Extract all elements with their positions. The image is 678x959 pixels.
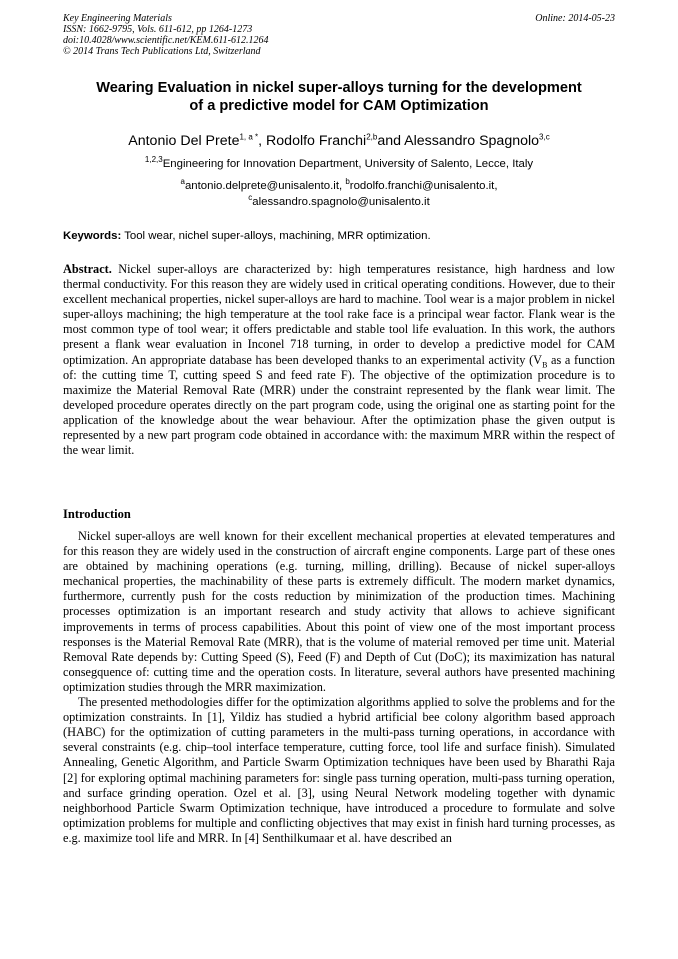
online-date xyxy=(480,13,615,24)
author-2-sup: 2,b xyxy=(366,132,378,142)
email-c-sup: c xyxy=(248,193,253,203)
author-2-name: Rodolfo Franchi xyxy=(266,133,367,149)
copyright-line: © 2014 Trans Tech Publications Ltd, Switzerland xyxy=(63,46,261,57)
email-a-sup: a xyxy=(180,177,185,187)
email-a: antonio.delprete@unisalento.it, xyxy=(184,180,346,192)
title-line-2: of a predictive model for CAM Optimization xyxy=(189,98,489,114)
section-heading-introduction: Introduction xyxy=(63,507,131,521)
abstract-text-2: as a function of: the cutting time T, cutting speed S and feed rate F). The objective of the optimization procedure is to maximize the Material Removal Rate (MRR) under the constraint represented by the flank wear limit. The developed procedure operates directly on the part program code, using the original one as starting point for the application of the knowledge about the wear behaviour. After the optimization phase the given output is represented by a new part program code obtained in accordance with: the maximum MRR within the respect of the wear limit. xyxy=(63,352,616,458)
doi-line: doi:10.4028/www.scientific.net/KEM.611-612.1264 xyxy=(63,35,269,46)
introduction-body xyxy=(63,529,615,846)
email-b: rodolfo.franchi@unisalento.it, xyxy=(349,180,498,192)
author-3-name: and Alessandro Spagnolo xyxy=(377,133,540,149)
author-1-sup: 1, a * xyxy=(239,132,259,142)
affiliation xyxy=(63,157,615,171)
abstract xyxy=(63,262,615,458)
title-line-1: Wearing Evaluation in nickel super-alloys turning for the development xyxy=(96,80,582,96)
affiliation-text: Engineering for Innovation Department, University of Salento, Lecce, Italy xyxy=(162,158,534,170)
abstract-text-1: Nickel super-alloys are characterized by: high temperatures resistance, high hardness and low thermal conductivity. For this reason they are widely used in critical operating conditions. However, due to their excellent mechanical properties, nickel super-alloys are hard to machine. Tool wear is a major problem in nickel super-alloys machining; the high temperature at the tool rake face is a principal wear factor. Flank wear is the most common type of tool wear; it offers predictable and stable tool life evaluation. In this work, the authors present a flank wear evaluation in Inconel 718 turning, in order to develop a predictive model for CAM optimization. An appropriate database has been developed thanks to an experimental activity (V xyxy=(63,262,615,367)
intro-paragraph-1: Nickel super-alloys are well known for their excellent mechanical properties at elevated temperatures and for this reason they are widely used in the construction of aircraft engine components. Large part of these ones are obtained by machining operations (e.g. turning, milling, drilling). Because of nickel super-alloys mechanical properties, the machinability of these parts is extremely difficult. The modern market dynamics, furthermore, currently push for the costs reduction by minimization of the production times. Machining processes optimization is an important research and study activity that allows to achieve significant improvements in terms of process capabilities. About this point of view one of the most important process responses is the Material Removal Rate (MRR), that is the volume of material removed per time unit. Material Removal Rate depends by: Cutting Speed (S), Feed (F) and Depth of Cut (DoC); its maximization has natural consegquence of: cutting time and the operation costs. In literature, several authors have presented machining optimization studies through the MRR maximization. xyxy=(63,529,615,694)
keywords xyxy=(63,229,615,243)
emails-line-1 xyxy=(63,178,615,194)
online-date-text: Online: 2014-05-23 xyxy=(535,13,615,24)
journal-header xyxy=(63,13,443,57)
intro-paragraph-2: The presented methodologies differ for the optimization algorithms applied to solve the problems and for the optimization constraints. In [1], Yildiz has studied a hybrid artificial bee colony algorithm based approach (HABC) for the optimization of cutting parameters in the multi-pass turning operations, in accordance with several constraints (e.g. chip–tool interface temperature, cutting force, tool life and surface finish). Simulated Annealing, Genetic Algorithm, and Particle Swarm Optimization techniques have been used by Bharathi Raja [2] for exploring optimal machining parameters for: single pass turning operation, multi-pass turning operation, and surface grinding operation. Ozel et al. [3], using Neural Network modeling together with dynamic neighborhood Particle Swarm Optimization technique, have introduced a procedure to formulate and solve optimization problems for multiple and conflicting objectives that may exist in finish hard turning processes, as e.g. maximize tool life and MRR. In [4] Senthilkumaar et al. have described an xyxy=(63,695,615,845)
author-list: Antonio Del Prete$^{1, a *}$, Rodolfo Franchi$^{2,b}$and Alessandro Spagnolo$^{3,c}$ xyxy=(128,132,550,149)
abstract-subscript: B xyxy=(542,360,548,370)
email-b-sup: b xyxy=(345,177,350,187)
issn-line: ISSN: 1662-9795, Vols. 611-612, pp 1264-1273 xyxy=(63,24,253,35)
keywords-label: Keywords: xyxy=(63,230,122,242)
author-1-name: Antonio Del Prete xyxy=(128,133,240,149)
author-3-sup: 3,c xyxy=(539,132,550,142)
email-c: alessandro.spagnolo@unisalento.it xyxy=(252,196,430,208)
paper-title xyxy=(63,79,615,115)
keywords-text: Tool wear, nichel super-alloys, machining, MRR optimization. xyxy=(121,230,431,242)
affiliation-sup: 1,2,3 xyxy=(144,155,163,165)
journal-name: Key Engineering Materials xyxy=(63,13,172,24)
emails-line-2 xyxy=(63,194,615,210)
abstract-label: Abstract. xyxy=(63,262,112,276)
author-emails xyxy=(63,178,615,210)
